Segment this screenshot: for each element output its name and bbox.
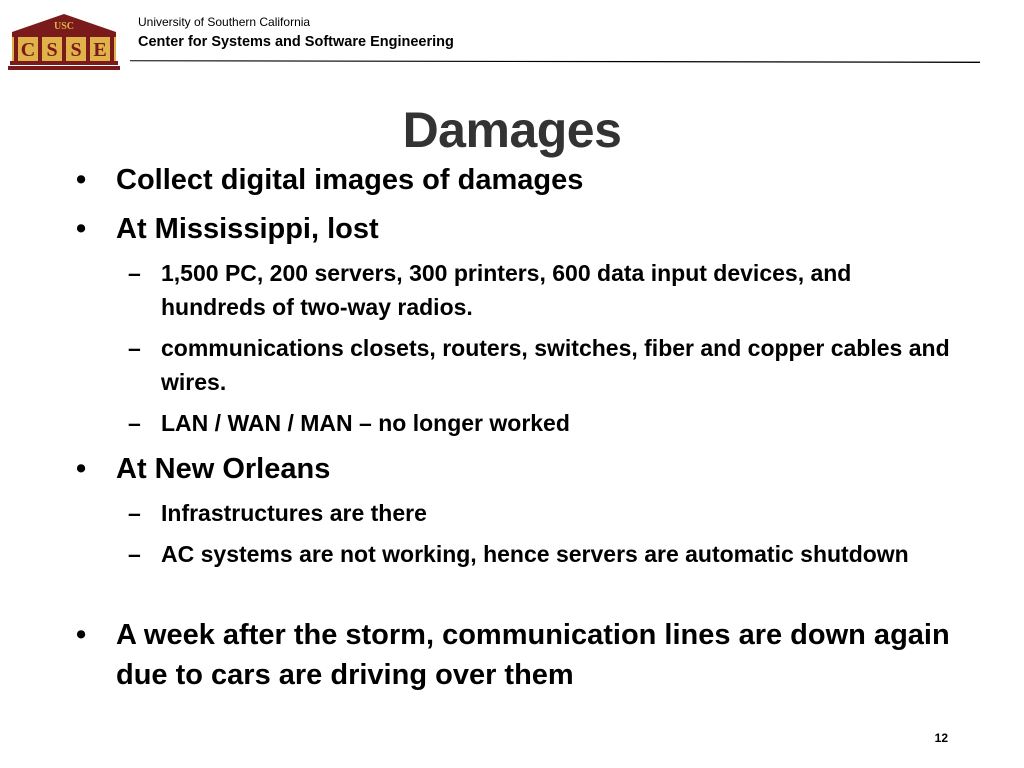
sub-bullet-item xyxy=(128,256,958,324)
bullet-text: At New Orleans xyxy=(116,453,331,485)
bullet-marker: • xyxy=(76,619,87,651)
header-divider xyxy=(130,58,980,64)
sub-bullet-text: communications closets, routers, switches, fiber and copper cables and wires. xyxy=(161,335,950,395)
sub-bullet-item xyxy=(128,406,958,440)
sub-bullet-text: 1,500 PC, 200 servers, 300 printers, 600 data input devices, and hundreds of two-way radios. xyxy=(161,260,852,320)
center-name: Center for Systems and Software Engineering xyxy=(138,34,454,50)
dash-marker: – xyxy=(128,260,141,286)
sub-bullet-item xyxy=(128,496,958,530)
logo-letter-s1: S xyxy=(46,39,58,61)
logo-letter-c: C xyxy=(20,39,36,61)
logo-letter-e: E xyxy=(93,39,107,61)
bullet-item xyxy=(76,615,956,695)
page-number: 12 xyxy=(934,731,948,745)
bullet-item xyxy=(76,160,956,200)
logo-letter-s2: S xyxy=(70,39,82,61)
sub-bullet-text: Infrastructures are there xyxy=(161,500,427,526)
university-name: University of Southern California xyxy=(138,15,311,29)
dash-marker: – xyxy=(128,541,141,567)
bullet-marker: • xyxy=(76,453,87,485)
logo-usc-text: USC xyxy=(53,21,75,32)
slide-title: Damages xyxy=(402,102,622,158)
dash-marker: – xyxy=(128,410,141,436)
bullet-marker: • xyxy=(76,164,87,196)
dash-marker: – xyxy=(128,335,141,361)
bullet-item xyxy=(76,209,956,249)
bullet-text: At Mississippi, lost xyxy=(116,213,379,245)
csse-logo xyxy=(8,12,120,74)
sub-bullet-text: AC systems are not working, hence servers are automatic shutdown xyxy=(161,541,909,567)
header xyxy=(138,14,454,52)
bullet-text: Collect digital images of damages xyxy=(116,164,584,196)
sub-bullet-text: LAN / WAN / MAN – no longer worked xyxy=(161,410,570,436)
dash-marker: – xyxy=(128,500,141,526)
bullet-item xyxy=(76,449,956,489)
sub-bullet-item xyxy=(128,537,958,571)
sub-bullet-item xyxy=(128,331,958,399)
bullet-text: A week after the storm, communication lines are down again due to cars are driving over them xyxy=(116,619,950,691)
bullet-marker: • xyxy=(76,213,87,245)
